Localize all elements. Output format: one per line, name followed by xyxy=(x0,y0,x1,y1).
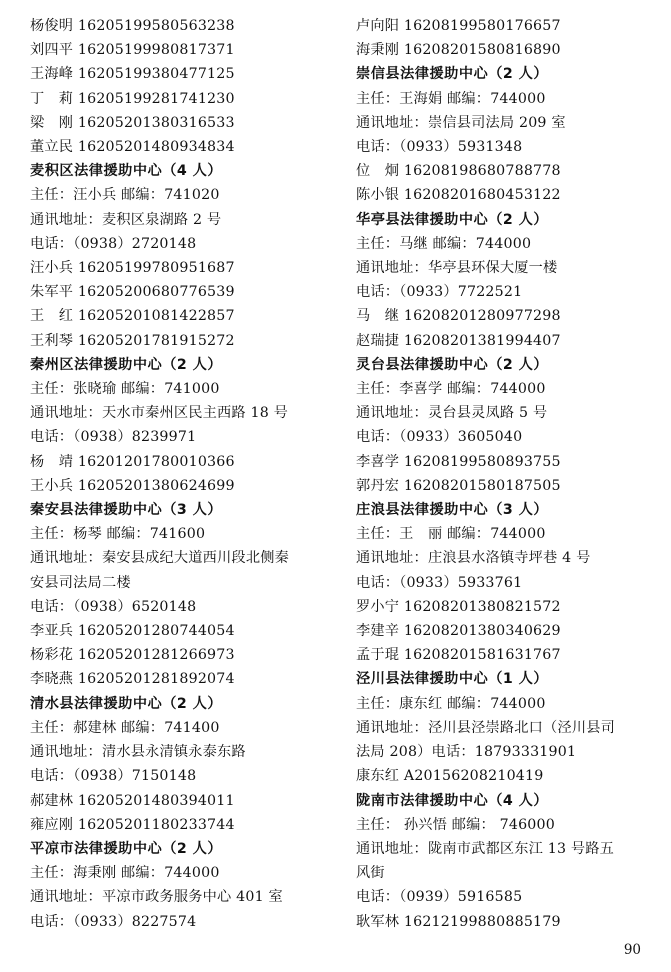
text-line: 通讯地址：华亭县环保大厦一楼 xyxy=(356,260,558,277)
center-heading: 平凉市法律援助中心（2 人） xyxy=(30,840,223,857)
text-line: 李亚兵 16205201280744054 xyxy=(30,623,235,640)
text-line: 杨 靖 16201201780010366 xyxy=(30,453,235,470)
left-column xyxy=(30,14,330,934)
text-line: 赵瑞捷 16208201381994407 xyxy=(356,332,561,349)
text-line: 康东红 A20156208210419 xyxy=(356,768,544,785)
text-line: 马 继 16208201280977298 xyxy=(356,308,561,325)
text-line: 董立民 16205201480934834 xyxy=(30,139,235,156)
text-line: 杨俊明 16205199580563238 xyxy=(30,18,235,34)
text-line: 孟于琨 16208201581631767 xyxy=(356,647,561,664)
text-line: 李晓燕 16205201281892074 xyxy=(30,671,235,688)
text-line: 电话：（0938）2720148 xyxy=(30,235,197,252)
text-line: 通讯地址：灵台县灵凤路 5 号 xyxy=(356,405,548,422)
text-line: 王 红 16205201081422857 xyxy=(30,308,235,325)
text-line: 电话：（0939）5916585 xyxy=(356,889,523,906)
center-heading: 麦积区法律援助中心（4 人） xyxy=(30,163,223,180)
text-line: 李喜学 16208199580893755 xyxy=(356,453,561,470)
text-line: 通讯地址：天水市秦州区民主西路 18 号 xyxy=(30,405,289,422)
text-line: 主任：马继 邮编：744000 xyxy=(356,235,532,252)
text-line: 主任：康东红 邮编：744000 xyxy=(356,695,546,712)
center-heading: 陇南市法律援助中心（4 人） xyxy=(356,792,549,809)
text-line: 王海峰 16205199380477125 xyxy=(30,66,235,83)
text-line: 电话：（0938）7150148 xyxy=(30,768,197,785)
text-line: 位 炯 16208198680788778 xyxy=(356,163,561,180)
text-line: 主任：张晓瑜 邮编：741000 xyxy=(30,381,220,398)
text-line: 罗小宁 16208201380821572 xyxy=(356,598,561,615)
text-line: 郝建林 16205201480394011 xyxy=(30,792,235,809)
text-line: 陈小银 16208201680453122 xyxy=(356,187,561,204)
text-line: 电话：（0938）8239971 xyxy=(30,429,197,446)
text-line: 丁 莉 16205199281741230 xyxy=(30,90,235,107)
center-heading: 庄浪县法律援助中心（3 人） xyxy=(356,502,549,519)
center-heading: 华亭县法律援助中心（2 人） xyxy=(356,211,549,228)
text-line: 耿军林 16212199880885179 xyxy=(356,913,561,930)
center-heading: 崇信县法律援助中心（2 人） xyxy=(356,66,549,83)
text-line: 主任： 孙兴悟 邮编： 746000 xyxy=(356,816,555,833)
text-line: 雍应刚 16205201180233744 xyxy=(30,816,235,833)
text-line: 杨彩花 16205201281266973 xyxy=(30,647,235,664)
text-line: 主任：海秉刚 邮编：744000 xyxy=(30,865,220,882)
text-line: 卢向阳 16208199580176657 xyxy=(356,18,561,34)
text-line: 通讯地址：泾川县泾崇路北口（泾川县司 xyxy=(356,719,615,736)
text-line: 通讯地址：秦安县成纪大道西川段北侧秦 xyxy=(30,550,289,567)
text-line: 朱军平 16205200680776539 xyxy=(30,284,235,301)
text-line: 电话：（0933）5933761 xyxy=(356,574,523,591)
text-line: 通讯地址：崇信县司法局 209 室 xyxy=(356,114,566,131)
text-line: 主任：汪小兵 邮编：741020 xyxy=(30,187,220,204)
text-line: 王利琴 16205201781915272 xyxy=(30,332,235,349)
text-line: 通讯地址：平凉市政务服务中心 401 室 xyxy=(30,889,283,906)
text-line: 通讯地址：清水县永清镇永泰东路 xyxy=(30,744,246,761)
text-line: 郭丹宏 16208201580187505 xyxy=(356,477,561,494)
center-heading: 秦安县法律援助中心（3 人） xyxy=(30,502,223,519)
page-number: 90 xyxy=(623,942,641,958)
text-line: 电话：（0938）6520148 xyxy=(30,598,197,615)
center-heading: 灵台县法律援助中心（2 人） xyxy=(356,356,549,373)
text-line: 通讯地址：麦积区泉湖路 2 号 xyxy=(30,211,222,228)
text-line: 主任：李喜学 邮编：744000 xyxy=(356,381,546,398)
text-line: 主任：杨琴 邮编：741600 xyxy=(30,526,206,543)
text-line: 法局 208）电话：18793331901 xyxy=(356,744,577,761)
text-line: 主任：王海娟 邮编：744000 xyxy=(356,90,546,107)
text-line: 电话：（0933）8227574 xyxy=(30,913,197,930)
text-line: 主任：郝建林 邮编：741400 xyxy=(30,719,220,736)
right-column xyxy=(356,14,656,934)
text-line: 汪小兵 16205199780951687 xyxy=(30,260,235,277)
text-line: 主任：王 丽 邮编：744000 xyxy=(356,526,546,543)
text-line: 王小兵 16205201380624699 xyxy=(30,477,235,494)
text-line: 刘四平 16205199980817371 xyxy=(30,42,235,59)
center-heading: 秦州区法律援助中心（2 人） xyxy=(30,356,223,373)
text-line: 电话：（0933）5931348 xyxy=(356,139,523,156)
text-line: 安县司法局二楼 xyxy=(30,574,131,591)
center-heading: 泾川县法律援助中心（1 人） xyxy=(356,671,549,688)
text-line: 风街 xyxy=(356,865,385,882)
center-heading: 清水县法律援助中心（2 人） xyxy=(30,695,223,712)
text-line: 海秉刚 16208201580816890 xyxy=(356,42,561,59)
text-line: 电话：（0933）7722521 xyxy=(356,284,523,301)
text-line: 通讯地址：陇南市武都区东江 13 号路五 xyxy=(356,840,615,857)
text-line: 李建辛 16208201380340629 xyxy=(356,623,561,640)
text-line: 梁 刚 16205201380316533 xyxy=(30,114,235,131)
text-line: 电话：（0933）3605040 xyxy=(356,429,523,446)
text-line: 通讯地址：庄浪县水洛镇寺坪巷 4 号 xyxy=(356,550,591,567)
